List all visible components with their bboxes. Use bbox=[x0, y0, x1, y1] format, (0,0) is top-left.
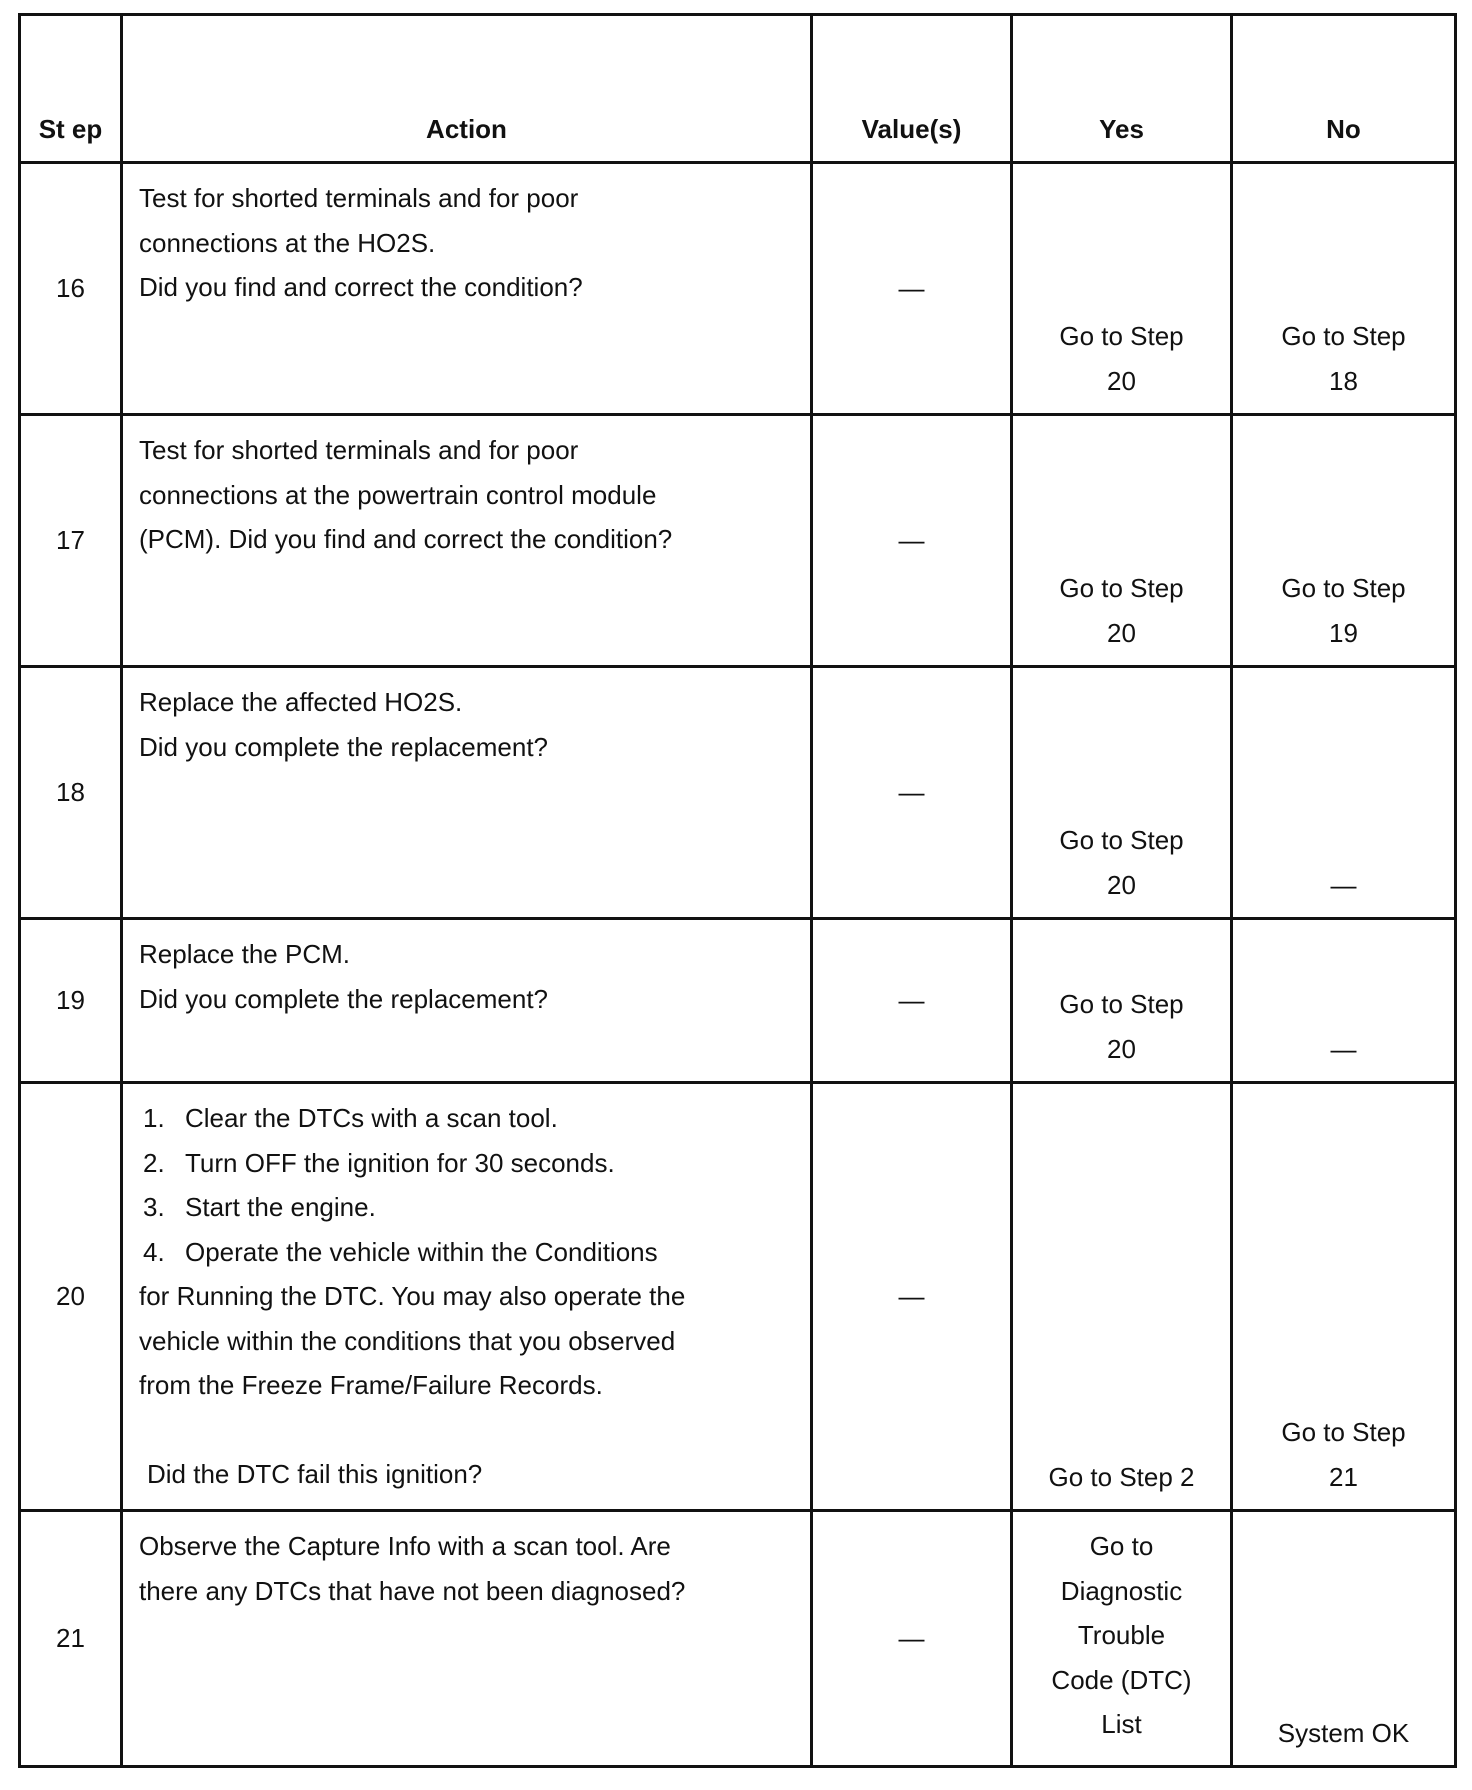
no-cell bbox=[1232, 163, 1456, 415]
yes-cell bbox=[1012, 919, 1232, 1083]
step-number: 16 bbox=[20, 163, 122, 415]
yes-line: 20 bbox=[1107, 365, 1136, 396]
spacer bbox=[139, 1408, 790, 1453]
action-line: connections at the HO2S. bbox=[139, 227, 436, 258]
action-line: Test for shorted terminals and for poor bbox=[139, 435, 579, 465]
action-line: Test for shorted terminals and for poor bbox=[139, 183, 579, 213]
action-line: (PCM). Did you find and correct the condition? bbox=[139, 524, 673, 554]
table-row bbox=[20, 1511, 1456, 1767]
list-item-text: Turn OFF the ignition for 30 seconds. bbox=[185, 1147, 615, 1178]
yes-line: Code (DTC) bbox=[1051, 1664, 1192, 1695]
yes-line: Go to Step bbox=[1059, 825, 1184, 855]
list-item-number: 4. bbox=[143, 1236, 165, 1267]
list-item-number: 2. bbox=[143, 1147, 165, 1178]
list-item-text: Start the engine. bbox=[185, 1192, 376, 1222]
action-cell bbox=[122, 1511, 812, 1767]
header-yes: Yes bbox=[1012, 15, 1232, 163]
step-number: 17 bbox=[20, 415, 122, 667]
action-line: Did you find and correct the condition? bbox=[139, 272, 583, 302]
list-item bbox=[139, 1096, 790, 1141]
action-cell bbox=[122, 919, 812, 1083]
list-item-number: 3. bbox=[143, 1192, 165, 1222]
no-line: Go to Step bbox=[1281, 573, 1406, 603]
yes-cell bbox=[1012, 1083, 1232, 1511]
action-cell bbox=[122, 163, 812, 415]
value-cell: — bbox=[812, 415, 1012, 667]
action-line: Replace the affected HO2S. bbox=[139, 687, 463, 717]
value-cell: — bbox=[812, 919, 1012, 1083]
yes-line: 20 bbox=[1107, 869, 1136, 900]
step-number: 21 bbox=[20, 1511, 122, 1767]
table-row bbox=[20, 667, 1456, 919]
yes-line: Trouble bbox=[1077, 1620, 1166, 1650]
yes-line: List bbox=[1101, 1709, 1142, 1739]
no-line: Go to Step bbox=[1281, 1417, 1406, 1447]
list-item-text: Operate the vehicle within the Conditions bbox=[185, 1236, 658, 1267]
yes-cell bbox=[1012, 415, 1232, 667]
yes-line: Go to Step bbox=[1059, 321, 1184, 351]
no-line: — bbox=[1330, 869, 1357, 900]
no-line: 19 bbox=[1329, 617, 1358, 648]
step-number: 19 bbox=[20, 919, 122, 1083]
value-cell: — bbox=[812, 1083, 1012, 1511]
yes-cell bbox=[1012, 667, 1232, 919]
header-action: Action bbox=[122, 15, 812, 163]
action-cell bbox=[122, 667, 812, 919]
value-cell: — bbox=[812, 163, 1012, 415]
yes-line: Diagnostic bbox=[1060, 1575, 1183, 1606]
yes-cell bbox=[1012, 1511, 1232, 1767]
action-cell bbox=[122, 1083, 812, 1511]
yes-line: 20 bbox=[1107, 617, 1136, 648]
action-cell bbox=[122, 415, 812, 667]
step-number: 20 bbox=[20, 1083, 122, 1511]
no-line: 18 bbox=[1329, 365, 1358, 396]
list-item bbox=[139, 1185, 790, 1230]
yes-line: Go to bbox=[1089, 1531, 1154, 1561]
table-row bbox=[20, 1083, 1456, 1511]
no-cell bbox=[1232, 415, 1456, 667]
no-cell bbox=[1232, 1511, 1456, 1767]
action-line: connections at the powertrain control module bbox=[139, 479, 657, 510]
yes-line: Go to Step bbox=[1059, 989, 1184, 1019]
value-cell: — bbox=[812, 667, 1012, 919]
header-values: Value(s) bbox=[812, 15, 1012, 163]
action-line: Did you complete the replacement? bbox=[139, 983, 549, 1014]
action-line: there any DTCs that have not been diagnosed? bbox=[139, 1575, 686, 1606]
list-item-number: 1. bbox=[143, 1103, 165, 1133]
action-question: Did the DTC fail this ignition? bbox=[147, 1459, 483, 1489]
no-line: System OK bbox=[1277, 1717, 1410, 1748]
no-cell bbox=[1232, 667, 1456, 919]
action-line: Observe the Capture Info with a scan tool. Are bbox=[139, 1531, 671, 1561]
list-item bbox=[139, 1230, 790, 1275]
table-row bbox=[20, 415, 1456, 667]
action-line: Replace the PCM. bbox=[139, 939, 350, 969]
action-line: for Running the DTC. You may also operate the bbox=[139, 1281, 686, 1311]
yes-line: Go to Step bbox=[1059, 573, 1184, 603]
step-number: 18 bbox=[20, 667, 122, 919]
list-item bbox=[139, 1141, 790, 1186]
header-no: No bbox=[1232, 15, 1456, 163]
no-line: Go to Step bbox=[1281, 321, 1406, 351]
table-row bbox=[20, 919, 1456, 1083]
yes-line: Go to Step 2 bbox=[1048, 1461, 1195, 1492]
action-line: vehicle within the conditions that you observed bbox=[139, 1325, 676, 1356]
table-row bbox=[20, 163, 1456, 415]
yes-line: 20 bbox=[1107, 1033, 1136, 1064]
no-line: 21 bbox=[1329, 1461, 1358, 1492]
action-line: from the Freeze Frame/Failure Records. bbox=[139, 1370, 603, 1400]
yes-cell bbox=[1012, 163, 1232, 415]
header-step: St ep bbox=[20, 15, 122, 163]
header-row bbox=[20, 15, 1456, 163]
diagnostic-table bbox=[18, 13, 1457, 1768]
no-cell bbox=[1232, 919, 1456, 1083]
value-cell: — bbox=[812, 1511, 1012, 1767]
action-line: Did you complete the replacement? bbox=[139, 731, 549, 762]
no-cell bbox=[1232, 1083, 1456, 1511]
list-item-text: Clear the DTCs with a scan tool. bbox=[185, 1103, 558, 1133]
no-line: — bbox=[1330, 1033, 1357, 1064]
